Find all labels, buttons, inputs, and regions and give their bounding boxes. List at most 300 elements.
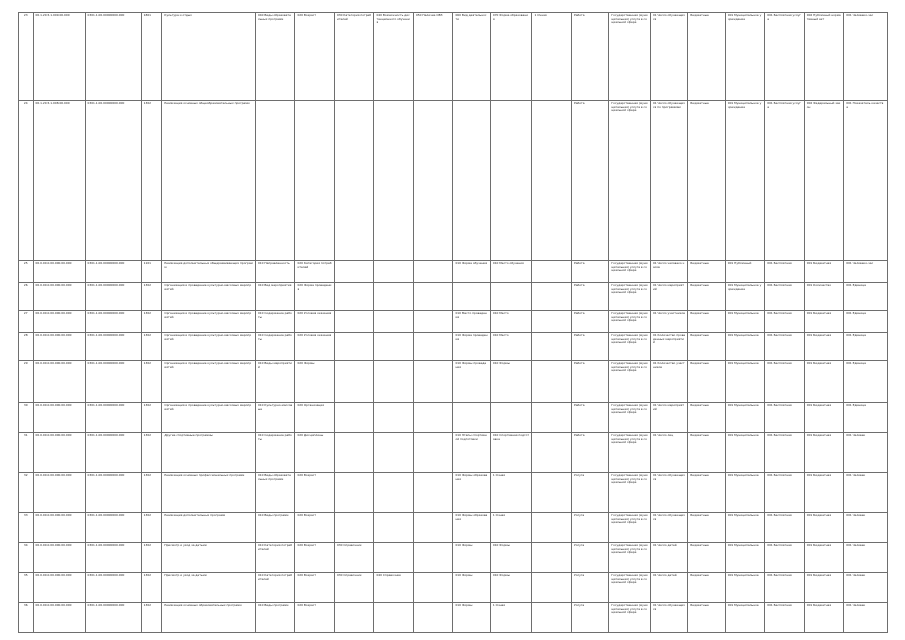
cell-c11: 010 Формы (453, 573, 490, 603)
cell-c15: Государственная (муниципальная) услуга в социальной сфере (609, 311, 651, 333)
cell-c19: 001 Бесплатная (765, 261, 805, 283)
cell-c9 (374, 283, 414, 311)
cell-c13 (532, 283, 572, 311)
cell-c20: 001 Бюджетная (804, 261, 844, 283)
cell-no: 27 (19, 311, 34, 333)
cell-c16: 01 Число мероприятий (650, 403, 687, 433)
cell-c10 (413, 101, 453, 261)
cell-ctype: 1302 (141, 101, 162, 261)
cell-c15: Государственная (муниципальная) услуга в социальной сфере (609, 333, 651, 361)
cell-c19: 001 Бесплатная услуга (765, 13, 805, 101)
cell-c21: 001 Единица (844, 361, 888, 403)
cell-c6: 010 Вид мероприятия (255, 283, 295, 311)
cell-id: 00.0.00.0.00.000.00.000 (33, 311, 85, 333)
cell-c14: Работа (571, 261, 608, 283)
cell-code: 0301.1.00.00000000.000 (85, 311, 141, 333)
cell-c16: 01 Число обучающихся (650, 473, 687, 513)
cell-c21: 001 Человек (844, 543, 888, 573)
cell-c16: 01 Число обучающихся по программам (650, 101, 687, 261)
cell-c19: 001 Бесплатная (765, 513, 805, 543)
cell-c13 (532, 603, 572, 633)
cell-c10 (413, 603, 453, 633)
cell-c7: 020 Формы (295, 361, 335, 403)
cell-c14: Услуга (571, 573, 608, 603)
cell-c14: Услуга (571, 513, 608, 543)
cell-c7: 020 Дисциплины (295, 433, 335, 473)
cell-c14: Работа (571, 433, 608, 473)
cell-c10 (413, 333, 453, 361)
cell-code: 0301.1.00.00000000.000 (85, 433, 141, 473)
cell-code: 0301.1.00.00000000.000 (85, 603, 141, 633)
cell-c20: 001 Количество (804, 283, 844, 311)
cell-c7: 020 Условия оказания (295, 311, 335, 333)
cell-c13 (532, 101, 572, 261)
cell-c17: Бюджетные (688, 403, 725, 433)
cell-no: 34 (19, 543, 34, 573)
cell-c20: 001 Бюджетная (804, 603, 844, 633)
cell-c19: 001 Бесплатная (765, 311, 805, 333)
cell-c15: Государственная (муниципальная) услуга в социальной сфере (609, 13, 651, 101)
cell-c12: 010 Формы (490, 361, 532, 403)
cell-c7: 020 Возраст (295, 573, 335, 603)
cell-no: 28 (19, 333, 34, 361)
cell-name: Культура и отдых (162, 13, 256, 101)
cell-c12: 1 Очная (490, 603, 532, 633)
cell-name: Организация и проведение культурно-массовых мероприятий (162, 403, 256, 433)
cell-id: 00.0.00.0.00.000.00.000 (33, 573, 85, 603)
cell-c12: 1 Очная (490, 473, 532, 513)
cell-c20: 002 Публичный нормативный акт (804, 13, 844, 101)
cell-c19: 001 Бесплатная услуга (765, 101, 805, 261)
cell-name: Реализация основных профессиональных программ (162, 473, 256, 513)
table-row (19, 283, 888, 311)
cell-c6: 010 Виды программ (255, 603, 295, 633)
cell-c17: Бюджетные (688, 603, 725, 633)
cell-c6: 010 Категория потребителей (255, 543, 295, 573)
cell-id: 00.0.00.0.00.000.00.000 (33, 283, 85, 311)
cell-no: 31 (19, 433, 34, 473)
cell-c9 (374, 473, 414, 513)
cell-c9 (374, 513, 414, 543)
cell-ctype: 1302 (141, 311, 162, 333)
cell-c14: Услуга (571, 543, 608, 573)
cell-c6: 010 Содержание работы (255, 311, 295, 333)
cell-c21: 001 Человек (844, 433, 888, 473)
cell-c18: 001 Муниципальное (725, 473, 765, 513)
cell-c13 (532, 333, 572, 361)
cell-code: 0301.1.00.00000000.000 (85, 473, 141, 513)
cell-no: 36 (19, 603, 34, 633)
cell-c12: 010 Место обучения (490, 261, 532, 283)
cell-c13 (532, 261, 572, 283)
cell-c18: 001 Муниципальное (725, 433, 765, 473)
cell-id: 00.0.00.0.00.000.00.000 (33, 361, 85, 403)
cell-c10: 050 Наличие ОВЗ (413, 13, 453, 101)
cell-c10 (413, 261, 453, 283)
table-row (19, 573, 888, 603)
cell-c8 (334, 403, 374, 433)
cell-id: 00.0.00.0.00.000.00.000 (33, 603, 85, 633)
cell-c14: Работа (571, 101, 608, 261)
cell-c17: Бюджетные (688, 573, 725, 603)
cell-c13 (532, 543, 572, 573)
cell-c11 (453, 101, 490, 261)
cell-c7: 020 Возраст (295, 543, 335, 573)
table-row (19, 311, 888, 333)
cell-name: Организация и проведение культурно-массовых мероприятий (162, 311, 256, 333)
table-row (19, 403, 888, 433)
cell-c21: 001 Человек (844, 573, 888, 603)
cell-c10 (413, 433, 453, 473)
cell-name: Присмотр и уход за детьми (162, 573, 256, 603)
cell-c12: 010 Формы (490, 543, 532, 573)
cell-c16: 01 Число обучающихся (650, 513, 687, 543)
cell-c16: 01 Количество проведенных мероприятий (650, 333, 687, 361)
cell-ctype: 1302 (141, 333, 162, 361)
cell-code: 0301.1.00.00000000.000 (85, 13, 141, 101)
cell-c15: Государственная (муниципальная) услуга в социальной сфере (609, 603, 651, 633)
cell-c7: 020 Возраст (295, 473, 335, 513)
cell-no: 23 (19, 13, 34, 101)
cell-c18: 001 Муниципальное учреждение (725, 13, 765, 101)
cell-c14: Работа (571, 361, 608, 403)
cell-c15: Государственная (муниципальная) услуга в социальной сфере (609, 361, 651, 403)
cell-c8 (334, 433, 374, 473)
cell-c20: 001 Бюджетная (804, 473, 844, 513)
cell-c17: Бюджетные (688, 101, 725, 261)
cell-c9 (374, 261, 414, 283)
cell-c9 (374, 333, 414, 361)
cell-c17: Бюджетные (688, 433, 725, 473)
table-row (19, 361, 888, 403)
cell-c15: Государственная (муниципальная) услуга в социальной сфере (609, 403, 651, 433)
cell-c14: Работа (571, 403, 608, 433)
cell-c15: Государственная (муниципальная) услуга в социальной сфере (609, 283, 651, 311)
cell-c21: 001 Человек (844, 473, 888, 513)
cell-c15: Государственная (муниципальная) услуга в социальной сфере (609, 573, 651, 603)
cell-c10 (413, 513, 453, 543)
cell-c12: 010 Место (490, 311, 532, 333)
cell-c10 (413, 311, 453, 333)
cell-ctype: 1302 (141, 573, 162, 603)
cell-c12: 010 Место (490, 333, 532, 361)
cell-c19: 001 Бесплатная (765, 333, 805, 361)
cell-c7: 020 Форма проведения (295, 283, 335, 311)
cell-c8 (334, 333, 374, 361)
cell-c17: Бюджетные (688, 333, 725, 361)
cell-c9: 040 Справочник (374, 573, 414, 603)
cell-c16: 01 Количество участников (650, 361, 687, 403)
cell-c6: 010 Направленность (255, 261, 295, 283)
cell-c8 (334, 101, 374, 261)
cell-no: 32 (19, 473, 34, 513)
cell-c18: 001 Муниципальное (725, 543, 765, 573)
cell-name: Реализация основных образовательных программ (162, 603, 256, 633)
cell-ctype: 1302 (141, 361, 162, 403)
cell-name: Организация и проведение культурно-массовых мероприятий (162, 283, 256, 311)
cell-id: 00.1.20.5.1.008.00.000 (33, 101, 85, 261)
cell-no: 25 (19, 261, 34, 283)
cell-c12 (490, 403, 532, 433)
cell-c16: 01 Число мероприятий (650, 283, 687, 311)
cell-c10 (413, 473, 453, 513)
services-registry-table (18, 12, 888, 633)
cell-code: 0301.1.00.00000000.000 (85, 403, 141, 433)
cell-c8 (334, 603, 374, 633)
cell-c20: 001 Бюджетная (804, 361, 844, 403)
cell-c15: Государственная (муниципальная) услуга в социальной сфере (609, 433, 651, 473)
cell-c16: 01 Число детей (650, 543, 687, 573)
cell-c9 (374, 433, 414, 473)
cell-c20: 001 Бюджетная (804, 573, 844, 603)
cell-ctype: 1302 (141, 433, 162, 473)
cell-c13 (532, 403, 572, 433)
cell-c19: 001 Бесплатная (765, 473, 805, 513)
cell-code: 0301.1.00.00000000.000 (85, 573, 141, 603)
cell-c20: 001 Бюджетная (804, 513, 844, 543)
cell-c18: 001 Муниципальное (725, 311, 765, 333)
cell-c16: 01 Число лиц (650, 433, 687, 473)
cell-c10 (413, 403, 453, 433)
cell-c11 (453, 403, 490, 433)
cell-c15: Государственная (муниципальная) услуга в социальной сфере (609, 261, 651, 283)
cell-c18: 001 Муниципальное (725, 403, 765, 433)
cell-c17: Бюджетные (688, 543, 725, 573)
cell-no: 33 (19, 513, 34, 543)
cell-c17: Бюджетные (688, 261, 725, 283)
cell-c11: 010 Формы образования (453, 513, 490, 543)
cell-c13 (532, 311, 572, 333)
table-row (19, 543, 888, 573)
cell-c21: 001 Показатель качества (844, 101, 888, 261)
cell-no: 35 (19, 573, 34, 603)
cell-c12 (490, 101, 532, 261)
cell-ctype: 1302 (141, 543, 162, 573)
cell-c15: Государственная (муниципальная) услуга в социальной сфере (609, 473, 651, 513)
cell-c6: 010 Виды мероприятий (255, 361, 295, 403)
cell-c14: Работа (571, 311, 608, 333)
cell-id: 00.1.20.5.1.009.00.000 (33, 13, 85, 101)
cell-c9 (374, 403, 414, 433)
cell-c9 (374, 101, 414, 261)
cell-c7: 020 Возраст (295, 13, 335, 101)
cell-ctype: 1801 (141, 13, 162, 101)
cell-c6: 010 Культурно-массовые (255, 403, 295, 433)
cell-c18: 001 Муниципальное (725, 573, 765, 603)
cell-c21: 001 Человек (844, 603, 888, 633)
cell-ctype: 1302 (141, 473, 162, 513)
cell-c19: 001 Бесплатная (765, 543, 805, 573)
cell-c13: 1 Очная (532, 13, 572, 101)
cell-id: 00.0.00.0.00.000.00.000 (33, 513, 85, 543)
cell-c11: 010 Форма проведения (453, 333, 490, 361)
cell-c7: 020 Условия оказания (295, 333, 335, 361)
cell-c18: 001 Публичный (725, 261, 765, 283)
cell-c17: Бюджетные (688, 13, 725, 101)
cell-c13 (532, 361, 572, 403)
cell-c8 (334, 283, 374, 311)
cell-c20: 001 Бюджетная (804, 311, 844, 333)
cell-c11: 010 Формы проведения (453, 361, 490, 403)
cell-c6: 010 Содержание работы (255, 433, 295, 473)
cell-c20: 001 Бюджетная (804, 333, 844, 361)
cell-c12: 010 Формы (490, 573, 532, 603)
cell-id: 00.0.00.0.00.000.00.000 (33, 261, 85, 283)
cell-code: 0301.1.00.00000000.000 (85, 101, 141, 261)
cell-c7: 020 Организация (295, 403, 335, 433)
table-row (19, 513, 888, 543)
cell-c12: 070 Форма образования (490, 13, 532, 101)
cell-c10 (413, 283, 453, 311)
cell-code: 0301.1.00.00000000.000 (85, 333, 141, 361)
cell-name: Реализация дополнительных общеразвивающих программ (162, 261, 256, 283)
cell-c6: 010 Категория потребителей (255, 573, 295, 603)
cell-id: 00.0.00.0.00.000.00.000 (33, 433, 85, 473)
cell-c11: 010 Формы (453, 543, 490, 573)
cell-c18: 001 Муниципальное учреждение (725, 283, 765, 311)
table-row (19, 333, 888, 361)
cell-c7: 020 Категория потребителей (295, 261, 335, 283)
cell-no: 26 (19, 283, 34, 311)
cell-c13 (532, 513, 572, 543)
table-row (19, 473, 888, 513)
table-row (19, 261, 888, 283)
cell-c6: 040 Виды образовательных программ (255, 13, 295, 101)
cell-code: 0301.1.00.00000000.000 (85, 361, 141, 403)
cell-c8 (334, 513, 374, 543)
cell-c8: 030 Справочник (334, 573, 374, 603)
cell-c10 (413, 573, 453, 603)
cell-c19: 001 Бесплатная (765, 433, 805, 473)
cell-ctype: 1302 (141, 513, 162, 543)
cell-c20: 001 Бюджетная (804, 433, 844, 473)
cell-c7 (295, 101, 335, 261)
cell-no: 30 (19, 403, 34, 433)
cell-c21: 001 Единица (844, 283, 888, 311)
cell-c8 (334, 473, 374, 513)
cell-c17: Бюджетные (688, 311, 725, 333)
cell-c11: 010 Этапы спортивной подготовки (453, 433, 490, 473)
cell-c11 (453, 283, 490, 311)
cell-c11: 010 Формы образования (453, 473, 490, 513)
table-row (19, 433, 888, 473)
cell-c17: Бюджетные (688, 361, 725, 403)
cell-c9 (374, 603, 414, 633)
table-row (19, 13, 888, 101)
cell-c17: Бюджетные (688, 283, 725, 311)
cell-c18: 001 Муниципальное учреждение (725, 101, 765, 261)
cell-name: Другие спортивные программы (162, 433, 256, 473)
cell-c12: 1 Очная (490, 513, 532, 543)
cell-code: 0301.1.00.00000000.000 (85, 283, 141, 311)
cell-id: 00.0.00.0.00.000.00.000 (33, 403, 85, 433)
cell-c21: 001 Человеко-час (844, 13, 888, 101)
cell-name: Присмотр и уход за детьми (162, 543, 256, 573)
cell-c6: 010 Виды программ (255, 513, 295, 543)
cell-c21: 001 Единица (844, 333, 888, 361)
cell-c16: 01 Число участников (650, 311, 687, 333)
cell-c18: 001 Муниципальное (725, 513, 765, 543)
cell-c13 (532, 433, 572, 473)
cell-c20: 001 Бюджетная (804, 543, 844, 573)
cell-c21: 001 Единица (844, 311, 888, 333)
cell-c11: 060 Вид деятельности (453, 13, 490, 101)
cell-c14: Работа (571, 13, 608, 101)
cell-c19: 001 Бесплатная (765, 603, 805, 633)
cell-c21: 001 Единица (844, 403, 888, 433)
cell-c8 (334, 311, 374, 333)
cell-c20: 001 Бюджетная (804, 403, 844, 433)
cell-code: 0301.1.00.00000000.000 (85, 513, 141, 543)
cell-c9 (374, 543, 414, 573)
cell-c6: 010 Содержание работы (255, 333, 295, 361)
cell-no: 24 (19, 101, 34, 261)
cell-c14: Услуга (571, 473, 608, 513)
cell-c18: 001 Муниципальное (725, 361, 765, 403)
cell-c8: 030 Категория потребителей (334, 13, 374, 101)
cell-c12: 010 Спортивная подготовка (490, 433, 532, 473)
cell-c21: 001 Человеко-час (844, 261, 888, 283)
cell-no: 29 (19, 361, 34, 403)
cell-c11: 010 Место проведения (453, 311, 490, 333)
cell-name: Реализация основных общеобразовательных программ (162, 101, 256, 261)
cell-code: 0301.1.00.00000000.000 (85, 543, 141, 573)
cell-ctype: 1302 (141, 283, 162, 311)
cell-c14: Работа (571, 333, 608, 361)
cell-c9 (374, 361, 414, 403)
document-sheet (18, 12, 888, 612)
cell-c13 (532, 573, 572, 603)
cell-c17: Бюджетные (688, 513, 725, 543)
cell-c16: 01 Число обучающихся (650, 603, 687, 633)
cell-c10 (413, 361, 453, 403)
cell-c13 (532, 473, 572, 513)
cell-name: Реализация дополнительных программ (162, 513, 256, 543)
cell-c12 (490, 283, 532, 311)
cell-ctype: 1302 (141, 403, 162, 433)
cell-c6: 010 Виды образовательных программ (255, 473, 295, 513)
cell-c16: 01 Число обучающихся (650, 13, 687, 101)
cell-code: 0301.1.00.00000000.000 (85, 261, 141, 283)
cell-name: Организация и проведение культурно-массовых мероприятий (162, 361, 256, 403)
cell-c11: 010 Формы (453, 603, 490, 633)
cell-c16: 01 Число человеко-часов (650, 261, 687, 283)
cell-ctype: 1101 (141, 261, 162, 283)
cell-c7: 020 Возраст (295, 603, 335, 633)
cell-c11: 010 Форма обучения (453, 261, 490, 283)
table-row (19, 603, 888, 633)
cell-c19: 001 Бесплатная (765, 283, 805, 311)
cell-c6 (255, 101, 295, 261)
table-row (19, 101, 888, 261)
cell-c18: 001 Муниципальное (725, 333, 765, 361)
cell-name: Организация и проведение культурно-массовых мероприятий (162, 333, 256, 361)
cell-c21: 001 Человек (844, 513, 888, 543)
cell-c8 (334, 261, 374, 283)
cell-ctype: 1302 (141, 603, 162, 633)
cell-c19: 001 Бесплатная (765, 573, 805, 603)
cell-c19: 001 Бесплатная (765, 361, 805, 403)
cell-c18: 001 Муниципальное (725, 603, 765, 633)
cell-c15: Государственная (муниципальная) услуга в социальной сфере (609, 513, 651, 543)
cell-c10 (413, 543, 453, 573)
cell-c17: Бюджетные (688, 473, 725, 513)
cell-c19: 001 Бесплатная (765, 403, 805, 433)
cell-c16: 01 Число детей (650, 573, 687, 603)
cell-c9 (374, 311, 414, 333)
cell-c14: Услуга (571, 603, 608, 633)
cell-c8: 030 Справочник (334, 543, 374, 573)
